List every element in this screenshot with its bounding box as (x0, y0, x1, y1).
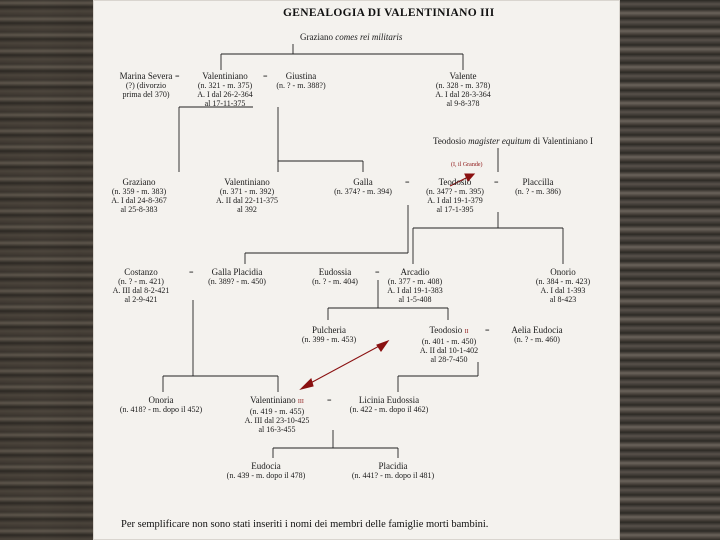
costanzo-l2: A. III dal 8-2-421 (112, 286, 170, 295)
pulcheria-l1: (n. 399 - m. 453) (301, 335, 357, 344)
teodosio-i-l1: (n. 347? - m. 395) (426, 187, 484, 196)
person-eudocia (207, 462, 325, 480)
footer-note: Per semplificare non sono stati inseriti i nomi dei membri delle famiglie morti bambini. (121, 519, 489, 530)
person-valentiniano-iii (229, 396, 325, 434)
costanzo-l1: (n. ? - m. 421) (118, 277, 164, 286)
graziano-comes-name: Graziano (300, 32, 333, 42)
galla-l1: (n. 374? - m. 394) (334, 187, 392, 196)
teodosio-magister-epithet: magister equitum (468, 136, 531, 146)
marriage-sign-8: = (327, 396, 332, 405)
marriage-sign-7: = (485, 326, 490, 335)
person-graziano-comes (300, 33, 402, 42)
valentiniano-ii-name: Valentiniano (224, 177, 270, 187)
teodosio-ii-name: Teodosio (429, 325, 463, 335)
graziano-l2: A. I dal 24-8-367 (111, 196, 167, 205)
graziano-l3: al 25-8-383 (120, 205, 158, 214)
valentiniano-iii-l2: A. III dal 23-10-425 (244, 416, 310, 425)
valente-name: Valente (449, 71, 477, 81)
eudocia-name: Eudocia (251, 461, 281, 471)
person-licinia-eudossia (333, 396, 445, 414)
licinia-eudossia-l1: (n. 422 - m. dopo il 462) (349, 405, 429, 414)
marriage-sign-4: = (494, 178, 499, 187)
person-teodosio-ii (407, 326, 491, 364)
teodosio-magister-name: Teodosio (433, 136, 466, 146)
valentiniano-iii-l3: al 16-3-455 (258, 425, 296, 434)
valente-l2: A. I dal 28-3-364 (435, 90, 491, 99)
arcadio-l2: A. I dal 19-1-383 (387, 286, 443, 295)
arcadio-l1: (n. 377 - m. 408) (387, 277, 443, 286)
valentiniano-i-l1: (n. 321 - m. 375) (197, 81, 253, 90)
pulcheria-name: Pulcheria (312, 325, 346, 335)
page-title: GENEALOGIA DI VALENTINIANO III (283, 7, 495, 19)
teodosio-ii-l3: al 28-7-450 (430, 355, 468, 364)
marina-severa-name: Marina Severa (119, 71, 173, 81)
galla-placidia-name: Galla Placidia (211, 267, 263, 277)
marriage-sign-2: = (263, 72, 268, 81)
person-galla (325, 178, 401, 196)
aelia-eudocia-l1: (n. ? - m. 460) (514, 335, 560, 344)
valentiniano-iii-l1: (n. 419 - m. 455) (249, 407, 305, 416)
graziano-name: Graziano (122, 177, 156, 187)
document-page (93, 0, 620, 540)
person-teodosio-i (415, 178, 495, 214)
arcadio-l3: al 1-5-408 (398, 295, 432, 304)
valentiniano-ii-l3: al 392 (237, 205, 257, 214)
marina-severa-l2: prima del 370) (122, 90, 170, 99)
onorio-name: Onorio (550, 267, 576, 277)
graziano-comes-epithet: comes rei militaris (335, 32, 403, 42)
placidia-l1: (n. 441? - m. dopo il 481) (351, 471, 435, 480)
costanzo-name: Costanzo (124, 267, 158, 277)
teodosio-ii-l2: A. II dal 10-1-402 (419, 346, 479, 355)
marriage-sign-5: = (189, 268, 194, 277)
person-eudossia (299, 268, 371, 286)
teodosio-magister-suffix: di Valentiniano I (533, 136, 593, 146)
galla-placidia-l1: (n. 389? - m. 450) (208, 277, 266, 286)
valentiniano-iii-suffix: III (297, 399, 304, 405)
person-teodosio-magister (433, 137, 593, 146)
person-pulcheria (291, 326, 367, 344)
onorio-l1: (n. 384 - m. 423) (535, 277, 591, 286)
onoria-name: Onoria (148, 395, 174, 405)
person-arcadio (377, 268, 453, 304)
teodosio-i-note: (I, il Grande) (451, 162, 483, 168)
placidia-name: Placidia (378, 461, 408, 471)
marina-severa-l1: (?) (divorzio (125, 81, 167, 90)
person-valente (423, 72, 503, 108)
graziano-l1: (n. 359 - m. 383) (111, 187, 167, 196)
background-right (620, 0, 720, 540)
eudossia-name: Eudossia (318, 267, 352, 277)
aelia-eudocia-name: Aelia Eudocia (511, 325, 563, 335)
teodosio-i-l2: A. I dal 19-1-379 (427, 196, 483, 205)
marriage-sign-6: = (375, 268, 380, 277)
marriage-sign-3: = (405, 178, 410, 187)
costanzo-l3: al 2-9-421 (124, 295, 158, 304)
person-galla-placidia (197, 268, 277, 286)
galla-name: Galla (353, 177, 373, 187)
valentiniano-i-name: Valentiniano (202, 71, 248, 81)
eudossia-l1: (n. ? - m. 404) (312, 277, 358, 286)
person-valentiniano-i (185, 72, 265, 108)
marriage-sign-1: = (175, 72, 180, 81)
giustina-name: Giustina (285, 71, 317, 81)
person-costanzo (101, 268, 181, 304)
teodosio-i-name: Teodosio (438, 177, 472, 187)
placcilla-l1: (n. ? - m. 386) (515, 187, 561, 196)
person-valentiniano-ii (201, 178, 293, 214)
placcilla-name: Placcilla (522, 177, 554, 187)
arcadio-name: Arcadio (400, 267, 430, 277)
person-placidia (333, 462, 453, 480)
onorio-l3: al 8-423 (549, 295, 577, 304)
eudocia-l1: (n. 439 - m. dopo il 478) (226, 471, 306, 480)
valente-l3: al 9-8-378 (446, 99, 480, 108)
person-aelia-eudocia (495, 326, 579, 344)
teodosio-ii-l1: (n. 401 - m. 450) (421, 337, 477, 346)
teodosio-i-l3: al 17-1-395 (436, 205, 474, 214)
valentiniano-ii-l1: (n. 371 - m. 392) (219, 187, 275, 196)
person-onorio (525, 268, 601, 304)
valentiniano-iii-name: Valentiniano (250, 395, 296, 405)
valente-l1: (n. 328 - m. 378) (435, 81, 491, 90)
valentiniano-i-l3: al 17-11-375 (204, 99, 246, 108)
person-onoria (111, 396, 211, 414)
person-graziano (103, 178, 175, 214)
valentiniano-i-l2: A. I dal 26-2-364 (197, 90, 253, 99)
person-placcilla (503, 178, 573, 196)
person-giustina (261, 72, 341, 90)
giustina-l1: (n. ? - m. 388?) (276, 81, 326, 90)
licinia-eudossia-name: Licinia Eudossia (358, 395, 420, 405)
background-left (0, 0, 93, 540)
onoria-l1: (n. 418? - m. dopo il 452) (119, 405, 203, 414)
valentiniano-ii-l2: A. II dal 22-11-375 (216, 196, 278, 205)
teodosio-ii-suffix: II (464, 329, 469, 335)
onorio-l2: A. I dal 1-393 (540, 286, 586, 295)
